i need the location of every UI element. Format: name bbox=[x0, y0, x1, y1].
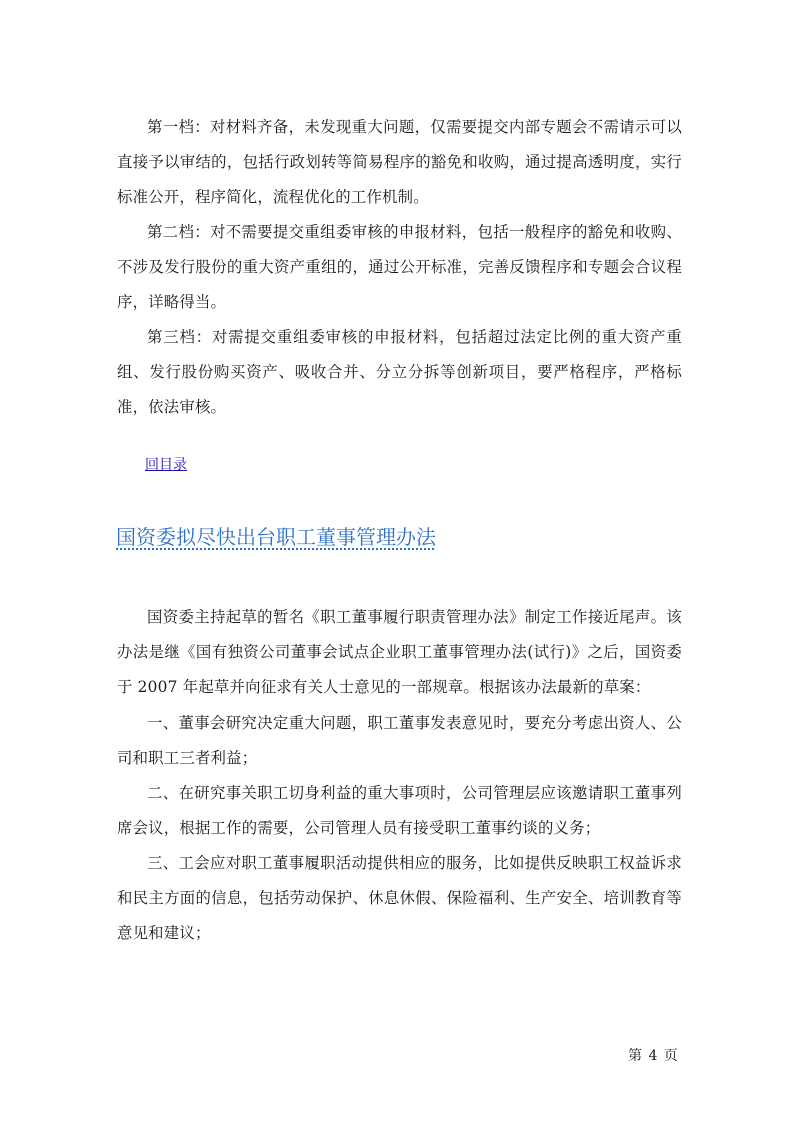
tier-2-paragraph: 第二档：对不需要提交重组委审核的申报材料，包括一般程序的豁免和收购、不涉及发行股份的重大资产重组的，通过公开标准，完善反馈程序和专题会合议程序，详略得当。 bbox=[117, 223, 682, 311]
article-title[interactable]: 国资委拟尽快出台职工董事管理办法 bbox=[116, 525, 436, 549]
article-item-3: 三、工会应对职工董事履职活动提供相应的服务，比如提供反映职工权益诉求和民主方面的信息，包括劳动保护、休息休假、保险福利、生产安全、培训教育等意见和建议； bbox=[117, 854, 682, 942]
article-intro-paragraph: 国资委主持起草的暂名《职工董事履行职责管理办法》制定工作接近尾声。该办法是继《国有独资公司董事会试点企业职工董事管理办法(试行)》之后，国资委于 2007 年起草并向征求有关人士意见的一部规章。根据该办法最新的草案： bbox=[117, 608, 682, 696]
article-item-2: 二、在研究事关职工切身利益的重大事项时，公司管理层应该邀请职工董事列席会议，根据工作的需要，公司管理人员有接受职工董事约谈的义务； bbox=[117, 784, 682, 837]
article-item-1: 一、董事会研究决定重大问题，职工董事发表意见时，要充分考虑出资人、公司和职工三者利益； bbox=[117, 714, 682, 767]
page-number: 第 4 页 bbox=[628, 1048, 679, 1064]
back-to-contents-link[interactable]: 回目录 bbox=[145, 458, 187, 473]
tier-1-paragraph: 第一档：对材料齐备，未发现重大问题，仅需要提交内部专题会不需请示可以直接予以审结的，包括行政划转等简易程序的豁免和收购，通过提高透明度，实行标准公开，程序简化，流程优化的工作机制。 bbox=[117, 118, 682, 206]
tier-3-paragraph: 第三档：对需提交重组委审核的申报材料，包括超过法定比例的重大资产重组、发行股份购买资产、吸收合并、分立分拆等创新项目，要严格程序，严格标准，依法审核。 bbox=[117, 328, 682, 416]
